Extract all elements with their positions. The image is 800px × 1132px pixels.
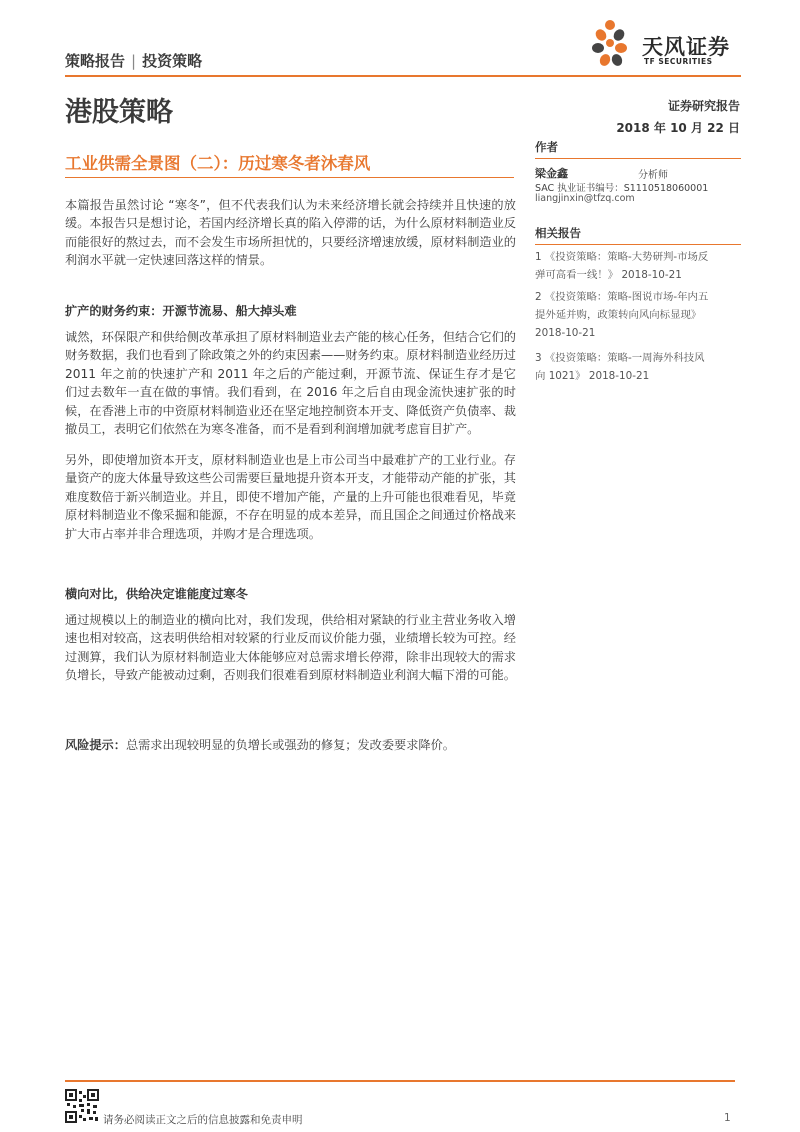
risk-text: 总需求出现较明显的负增长或强劲的修复；发改委要求降价。 — [125, 738, 455, 752]
related-report-date: 2018-10-21 — [535, 327, 596, 339]
risk-warning — [65, 736, 516, 754]
author-heading: 作者 — [535, 140, 558, 154]
logo-petal — [592, 43, 604, 53]
related-heading: 相关报告 — [535, 226, 581, 240]
logo-petal — [598, 52, 612, 67]
related-report-3[interactable] — [535, 349, 745, 385]
author-name: 梁金鑫 — [535, 167, 568, 180]
logo-center — [606, 39, 614, 47]
related-report-line: 弹可高看一线！》 2018-10-21 — [535, 269, 682, 281]
related-report-line: 1 《投资策略：策略-大势研判-市场反 — [535, 251, 709, 263]
section2-paragraph-1: 通过规模以上的制造业的横向比对，我们发现，供给相对紧缺的行业主营业务收入增速也相对较高，这表明供给相对较紧的行业反而议价能力强，业绩增长较为可控。经过测算，我们认为原材料制造业大体能够应对总需求增长停滞，除非出现较大的需求负增长，导致产能被动过剩，否则我们很难看到原材料制造业利润大幅下滑的可能。 — [65, 613, 516, 683]
section1-heading: 扩产的财务约束：开源节流易、船大掉头难 — [65, 304, 297, 318]
page-number: 1 — [724, 1112, 731, 1124]
report-category — [65, 50, 202, 71]
related-report-line: 提外延并购，政策转向风向标显现》 — [535, 309, 702, 321]
header-divider — [65, 75, 741, 77]
related-report-line: 2 《投资策略：策略-图说市场-年内五 — [535, 291, 709, 303]
logo-petal — [615, 43, 627, 53]
author-email[interactable]: liangjinxin@tfzq.com — [535, 193, 635, 204]
related-report-line: 3 《投资策略：策略-一周海外科技风 — [535, 352, 705, 364]
related-report-date: 2018-10-21 — [588, 370, 650, 382]
related-report-date: 2018-10-21 — [621, 269, 682, 281]
subcategory-label: 投资策略 — [142, 52, 203, 70]
related-divider — [535, 244, 741, 245]
sector-title: 港股策略 — [65, 97, 173, 128]
related-report-1[interactable] — [535, 248, 745, 284]
author-cert: SAC 执业证书编号：S1110518060001 — [535, 183, 709, 194]
footer-disclaimer: 请务必阅读正文之后的信息披露和免责申明 — [103, 1114, 303, 1126]
summary-paragraph: 本篇报告虽然讨论 “寒冬”，但不代表我们认为未来经济增长就会持续并且快速的放缓。本报告只是想讨论，若国内经济增长真的陷入停滞的话，为什么原材料制造业反而能很好的熬过去，而不会发生市场所担忧的，只要经济增速放缓，原材料制造业的利润水平就一定快速回落这样的情景。 — [65, 198, 516, 268]
footer-divider — [65, 1080, 735, 1082]
report-title: 工业供需全景图（二）：历过寒冬者沐春风 — [65, 154, 371, 173]
logo-text-cn: 天风证券 — [642, 35, 730, 59]
logo-petal — [605, 20, 615, 30]
section1-paragraph-2: 另外，即使增加资本开支，原材料制造业也是上市公司当中最难扩产的工业行业。存量资产的庞大体量导致这些公司需要巨量地提升资本开支，才能带动产能的扩张，其难度数倍于新兴制造业。并且，即使不增加产能，产量的上升可能也很难看见，毕竟原材料制造业不像采掘和能源，不存在明显的成本差异，而且国企之间通过价格战来扩大市占率并非合理选项，并购才是合理选项。 — [65, 453, 516, 541]
logo-petal — [610, 52, 624, 67]
related-report-2[interactable] — [535, 288, 745, 342]
logo-petal — [593, 27, 608, 43]
related-report-line: 向 1021》 2018-10-21 — [535, 370, 650, 382]
qr-code-icon — [65, 1089, 99, 1123]
category-separator: | — [131, 52, 137, 70]
section1-paragraph-1: 诚然，环保限产和供给侧改革承担了原材料制造业去产能的核心任务，但结合它们的财务数据，我们也看到了除政策之外的约束因素——财务约束。原材料制造业经历过 2011 年之前的快速扩产和 2011 年之后的产能过剩，开源节流、保证生存才是它们过去数年一直在做的事情。我们看到，在 2016 年之后自由现金流快速扩张的时候，在香港上市的中资原材料制造业还在坚定地控制资本开支、降低资产负债率、裁撤员工，表明它们依然在为寒冬准备，而不是看到利润增加就考虑盲目扩产。 — [65, 330, 516, 437]
risk-label: 风险提示： — [65, 738, 126, 752]
report-date: 2018 年 10 月 22 日 — [616, 121, 740, 135]
logo-text-en: TF SECURITIES — [644, 57, 713, 66]
author-divider — [535, 158, 741, 159]
logo-petal — [611, 27, 626, 43]
title-divider — [65, 177, 514, 178]
author-role: 分析师 — [638, 170, 668, 181]
report-type: 证券研究报告 — [667, 99, 740, 113]
category-label: 策略报告 — [65, 52, 126, 70]
section2-heading: 横向对比，供给决定谁能度过寒冬 — [65, 587, 248, 601]
